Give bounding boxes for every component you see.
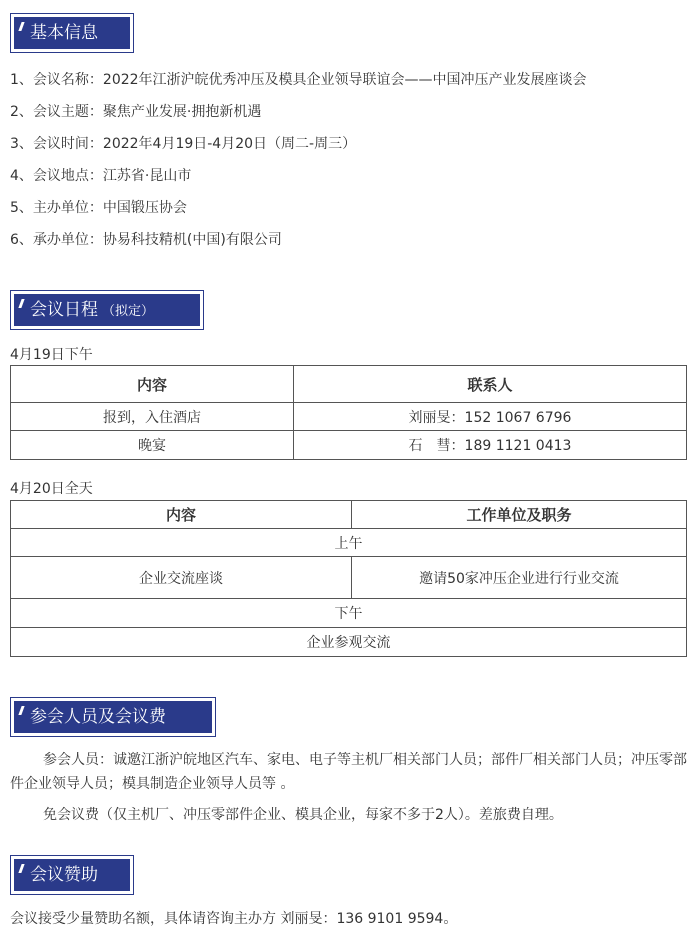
session-afternoon: 下午	[11, 599, 687, 628]
info-item: 4、会议地点：江苏省·昆山市	[10, 168, 192, 184]
table-cell-contact: 刘丽旻：152 1067 6796	[294, 403, 687, 431]
info-item: 6、承办单位：协易科技精机(中国)有限公司	[10, 232, 282, 248]
flag-icon	[18, 299, 24, 308]
table-cell-detail: 邀请50家冲压企业进行行业交流	[352, 557, 687, 599]
info-item: 1、会议名称：2022年江浙沪皖优秀冲压及模具企业领导联谊会——中国冲压产业发展座谈会	[10, 72, 587, 88]
table-cell-content: 企业交流座谈	[11, 557, 352, 599]
flag-icon	[18, 706, 24, 715]
day1-table	[10, 365, 687, 460]
table-cell-content: 企业参观交流	[11, 628, 687, 657]
day2-table	[10, 500, 687, 657]
table-cell-contact: 石 彗：189 1121 0413	[294, 431, 687, 460]
section-header-attendees	[10, 697, 216, 737]
flag-icon	[18, 22, 24, 31]
section-header-schedule	[10, 290, 204, 330]
col-header-content: 内容	[11, 501, 352, 529]
col-header-unit: 工作单位及职务	[352, 501, 687, 529]
day1-label: 4月19日下午	[10, 347, 93, 363]
section-title: 会议日程	[30, 300, 98, 320]
section-header-basic-info	[10, 13, 134, 53]
section-title: 会议赞助	[30, 865, 98, 885]
col-header-content: 内容	[11, 366, 294, 403]
info-item: 2、会议主题：聚焦产业发展·拥抱新机遇	[10, 104, 262, 120]
info-item: 5、主办单位：中国锻压协会	[10, 200, 187, 216]
attendees-paragraph: 参会人员：诚邀江浙沪皖地区汽车、家电、电子等主机厂相关部门人员；部件厂相关部门人员；冲压零部件企业领导人员；模具制造企业领导人员等 。	[10, 752, 687, 792]
section-title-note: （拟定）	[102, 304, 155, 319]
section-header-sponsor	[10, 855, 134, 895]
flag-icon	[18, 864, 24, 873]
info-item: 3、会议时间：2022年4月19日-4月20日（周二-周三）	[10, 136, 357, 152]
fee-paragraph: 免会议费（仅主机厂、冲压零部件企业、模具企业，每家不多于2人）。差旅费自理。	[43, 807, 563, 823]
day2-label: 4月20日全天	[10, 481, 93, 497]
table-cell-content: 晚宴	[11, 431, 294, 460]
col-header-contact: 联系人	[294, 366, 687, 403]
section-title: 基本信息	[30, 23, 98, 43]
session-morning: 上午	[11, 529, 687, 557]
section-title: 参会人员及会议费	[30, 707, 166, 727]
table-cell-content: 报到，入住酒店	[11, 403, 294, 431]
sponsor-text: 会议接受少量赞助名额，具体请咨询主办方 刘丽旻：136 9101 9594。	[10, 911, 458, 927]
